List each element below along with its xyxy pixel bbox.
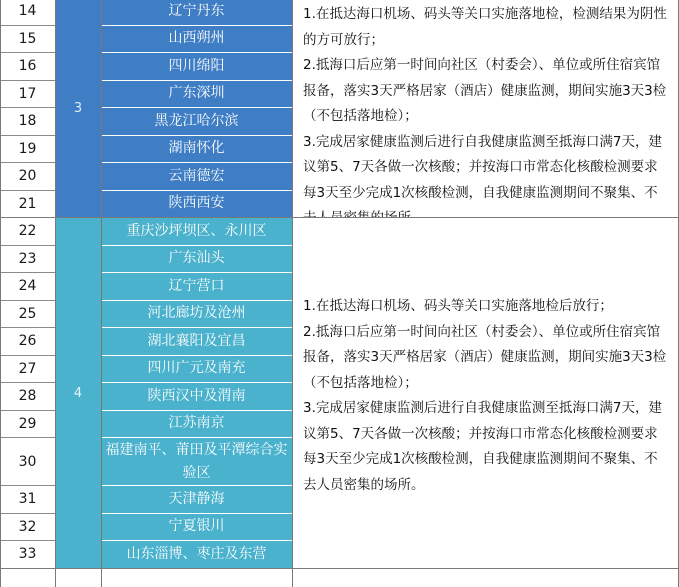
region-cell: 山东淄博、枣庄及东营	[101, 541, 292, 569]
row-number: 25	[0, 301, 55, 329]
region-cell: 山西朔州	[101, 26, 292, 54]
region-cell: 辽宁丹东	[101, 0, 292, 26]
row-number: 18	[0, 108, 55, 136]
region-cell: 广东汕头	[101, 246, 292, 274]
row-number: 17	[0, 81, 55, 109]
row-number: 29	[0, 411, 55, 439]
column-divider	[101, 0, 102, 587]
row-number: 31	[0, 486, 55, 514]
measure-item: 2.抵海口后应第一时间向社区（村委会）、单位或所住宿宾馆报备，落实3天严格居家（酒店）健康监测，期间实施3天3检（不包括落地检）；	[303, 57, 667, 124]
row-number: 32	[0, 514, 55, 542]
region-cell: 云南德宏	[101, 163, 292, 191]
row-number: 28	[0, 383, 55, 411]
group-number: 3	[55, 0, 101, 218]
measures-cell	[292, 218, 679, 569]
row-number: 30	[0, 438, 55, 486]
measure-item: 3.完成居家健康监测后进行自我健康监测至抵海口满7天，建议第5、7天各做一次核酸；并按海口市常态化核酸检测要求每3天至少完成1次核酸检测，自我健康监测期间不聚集、不	[303, 133, 662, 201]
row-number: 27	[0, 356, 55, 384]
region-cell: 宁夏银川	[101, 514, 292, 542]
measure-item: 1.在抵达海口机场、码头等关口实施落地检，检测结果为阴性的方可放行；	[303, 6, 667, 48]
region-cell: 广东深圳	[101, 81, 292, 109]
row-number: 15	[0, 26, 55, 54]
measure-item: 3.完成居家健康监测后进行自我健康监测至抵海口满7天，建议第5、7天各做一次核酸；并按海口市常态化核酸检测要求每3天至少完成1次核酸检测，自我健康监测期间不聚集、不去人员密集的场所。	[303, 400, 662, 493]
row-number: 20	[0, 163, 55, 191]
region-cell: 重庆沙坪坝区、永川区	[101, 218, 292, 246]
region-cell: 陕西汉中及渭南	[101, 383, 292, 411]
column-divider	[292, 0, 293, 587]
measures-cell	[292, 0, 679, 218]
row-number: 26	[0, 328, 55, 356]
row-number: 19	[0, 136, 55, 164]
row-number: 21	[0, 191, 55, 219]
region-cell: 陕西西安	[101, 191, 292, 219]
row-number: 14	[0, 0, 55, 26]
region-cell: 四川绵阳	[101, 53, 292, 81]
region-cell: 辽宁营口	[101, 273, 292, 301]
region-cell: 江苏南京	[101, 411, 292, 439]
region-cell: 天津静海	[101, 486, 292, 514]
region-cell: 四川广元及南充	[101, 356, 292, 384]
measure-item: 2.抵海口后应第一时间向社区（村委会）、单位或所住宿宾馆报备，落实3天严格居家（酒店）健康监测，期间实施3天3检（不包括落地检）；	[303, 323, 667, 391]
group-number: 4	[55, 218, 101, 569]
region-cell: 湖南怀化	[101, 136, 292, 164]
region-cell: 湖北襄阳及宜昌	[101, 328, 292, 356]
measure-item: 1.在抵达海口机场、码头等关口实施落地检后放行；	[303, 298, 613, 315]
row-number: 33	[0, 541, 55, 569]
region-cell: 黑龙江哈尔滨	[101, 108, 292, 136]
row-number: 22	[0, 218, 55, 246]
column-divider	[0, 0, 1, 587]
row-number: 23	[0, 246, 55, 274]
region-cell: 福建南平、莆田及平潭综合实验区	[101, 438, 292, 486]
measures-text	[303, 2, 669, 232]
row-number: 16	[0, 53, 55, 81]
column-divider	[55, 0, 56, 587]
measures-text	[303, 294, 669, 498]
region-cell: 河北廊坊及沧州	[101, 301, 292, 329]
row-number: 24	[0, 273, 55, 301]
